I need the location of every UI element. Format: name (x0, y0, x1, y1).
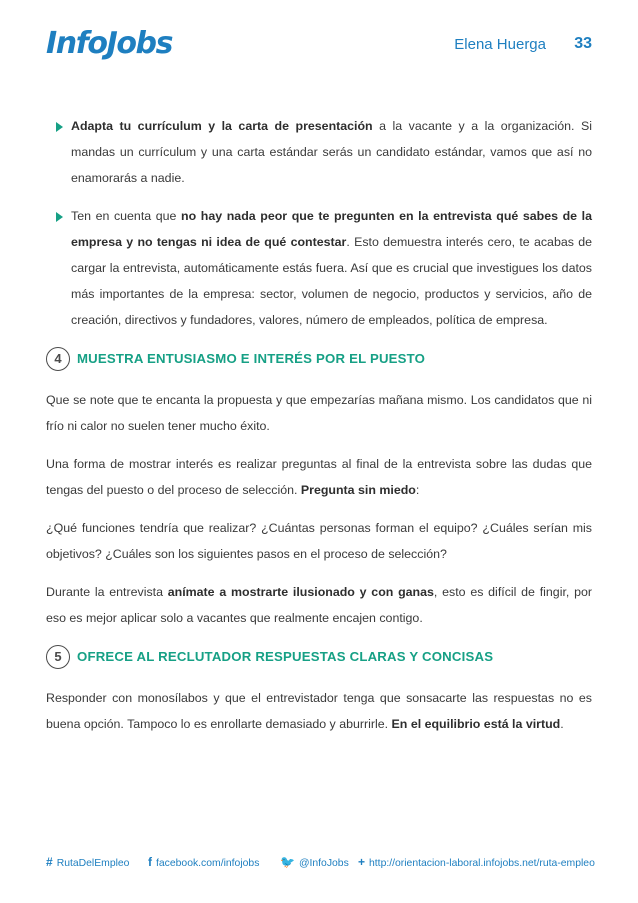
text-segment: Responder con monosílabos y que el entrevistador tenga que sonsacarte las respuestas no es buena opción. Tampoco lo es enrollarte demasiado y aburrirle. (46, 691, 592, 731)
bold-text: no hay nada peor que te pregunten en la entrevista qué sabes de la empresa y no tengas ni idea de qué contestar (71, 209, 593, 249)
section-title: OFRECE AL RECLUTADOR RESPUESTAS CLARAS Y CONCISAS (77, 649, 494, 664)
bold-text: En el equilibrio está la virtud (391, 717, 561, 731)
bullet-item (46, 203, 592, 333)
page-header (46, 26, 592, 66)
footer-web-link[interactable] (358, 855, 595, 869)
paragraph (46, 685, 592, 737)
text-segment: ¿Qué funciones tendría que realizar? ¿Cuántas personas forman el equipo? ¿Cuáles serían mis objetivos? ¿Cuáles son los siguientes pasos en el proceso de selección? (46, 521, 592, 561)
bold-text: anímate a mostrarte ilusionado y con ganas (167, 585, 434, 599)
triangle-bullet-icon (56, 212, 63, 222)
section-heading-5 (46, 645, 592, 671)
text-segment: Ten en cuenta que (71, 209, 182, 223)
paragraph (46, 387, 592, 439)
twitter-text: @InfoJobs (298, 858, 349, 869)
facebook-text: facebook.com/infojobs (156, 858, 260, 869)
facebook-icon: f (148, 855, 152, 869)
section-heading-4 (46, 347, 592, 373)
bullet-text (71, 209, 592, 327)
paragraph (46, 579, 592, 631)
triangle-bullet-icon (56, 122, 63, 132)
text-segment: a la vacante y a la organización. Si mandas un currículum y una carta estándar serás un candidato estándar, vamos que así no enamorarás a nadie. (71, 119, 592, 185)
bold-text: Adapta tu currículum y la carta de presentación (71, 119, 373, 133)
bullet-text (71, 119, 592, 185)
page-number: 33 (574, 35, 592, 52)
infojobs-logo: InfoJobs (46, 26, 173, 61)
page-footer (46, 855, 595, 871)
footer-hashtag[interactable] (46, 855, 129, 869)
author-name: Elena Huerga (454, 36, 546, 53)
bold-text: Pregunta sin miedo (300, 483, 416, 497)
hashtag-text: RutaDelEmpleo (56, 858, 130, 869)
footer-twitter-link[interactable] (280, 855, 349, 869)
text-segment: Durante la entrevista (46, 585, 168, 599)
web-url-text: http://orientacion-laboral.infojobs.net/ruta-empleo (369, 858, 595, 869)
text-segment: . Esto demuestra interés cero, te acabas de cargar la entrevista, automáticamente estás fuera. Así que es crucial que investigues los datos más importantes de la empresa: sector, volumen de negocio, productos y servicios, año de creación, directivos y fundadores, valores, número de empleados, política de empresa. (71, 235, 592, 327)
footer-facebook-link[interactable] (148, 855, 259, 869)
section-title: MUESTRA ENTUSIASMO E INTERÉS POR EL PUESTO (77, 351, 426, 366)
twitter-icon: 🐦 (280, 855, 295, 869)
page-content (46, 113, 592, 749)
text-segment: : (415, 483, 420, 497)
section-number: 5 (46, 645, 70, 669)
text-segment: Que se note que te encanta la propuesta y que empezarías mañana mismo. Los candidatos que ni frío ni calor no suelen tener mucho éxito. (46, 393, 592, 433)
text-segment: , esto es difícil de fingir, por eso es mejor aplicar solo a vacantes que realmente encajen contigo. (46, 585, 593, 625)
plus-icon: + (358, 855, 366, 869)
bullet-item (46, 113, 592, 191)
text-segment: . (560, 717, 564, 731)
text-segment: Una forma de mostrar interés es realizar preguntas al final de la entrevista sobre las dudas que tengas del puesto o del proceso de selección. (46, 457, 592, 497)
paragraph (46, 515, 592, 567)
hashtag-icon: # (46, 855, 53, 869)
section-number: 4 (46, 347, 70, 371)
paragraph (46, 451, 592, 503)
